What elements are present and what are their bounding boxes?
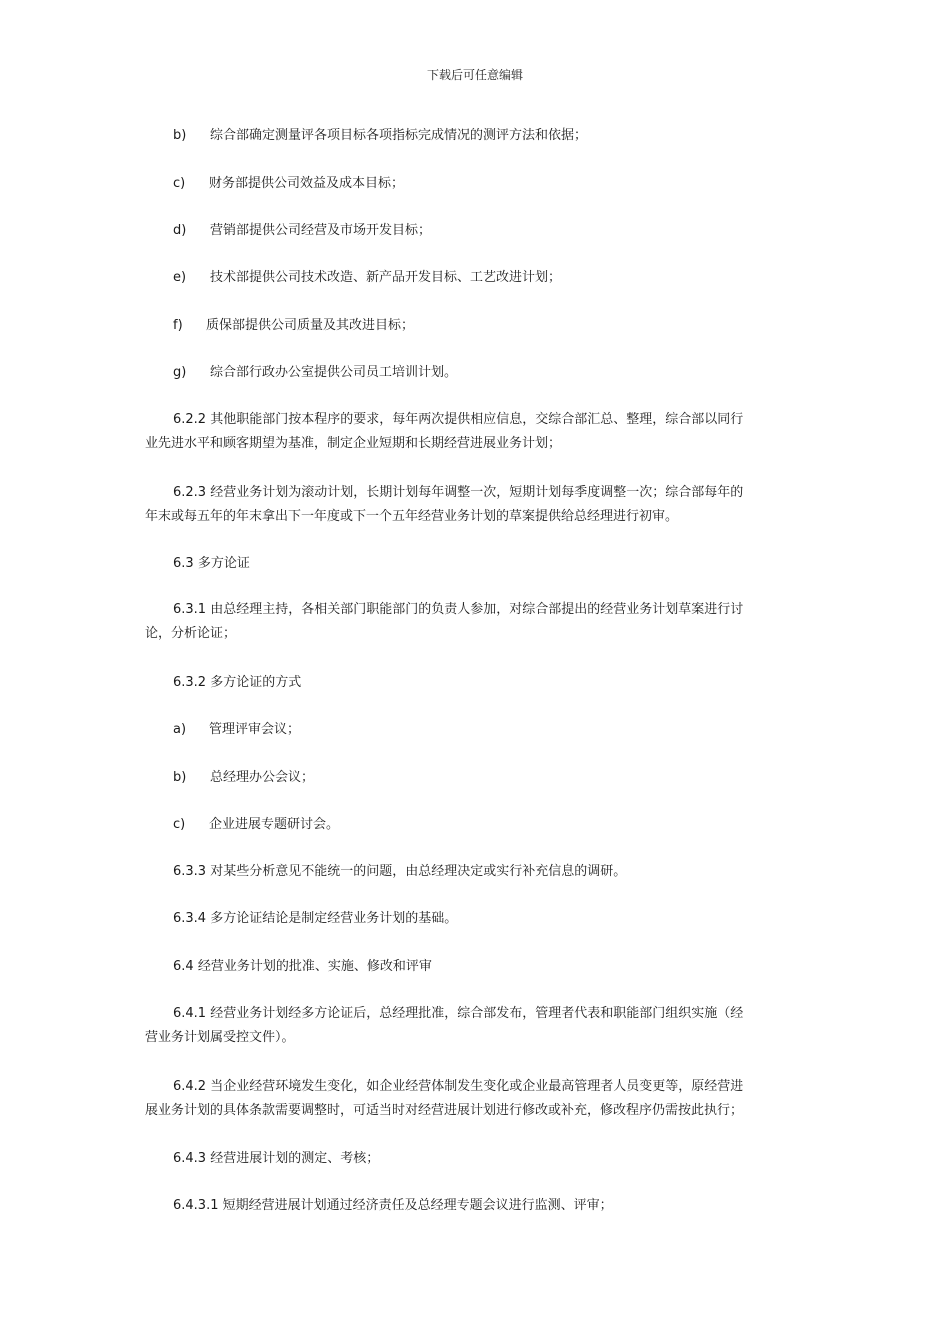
paragraph-continuation: 年末或每五年的年末拿出下一年度或下一个五年经营业务计划的草案提供给总经理进行初审。 <box>145 509 679 524</box>
list-text: 总经理办公会议； <box>210 770 315 785</box>
paragraph-6-4-2 <box>145 1075 805 1123</box>
paragraph-6-3-3 <box>173 862 626 882</box>
paragraph-continuation: 营业务计划属受控文件）。 <box>145 1030 295 1045</box>
section-number: 6.3 <box>173 556 194 571</box>
list-item <box>173 221 431 241</box>
paragraph-text: 多方论证结论是制定经营业务计划的基础。 <box>210 911 458 926</box>
list-item <box>173 268 561 288</box>
paragraph-text: 短期经营进展计划通过经济责任及总经理专题会议进行监测、评审； <box>222 1198 613 1213</box>
paragraph-6-2-2 <box>145 408 805 456</box>
paragraph-6-4-3-1 <box>173 1196 613 1216</box>
paragraph-continuation: 业先进水平和顾客期望为基准，制定企业短期和长期经营进展业务计划； <box>145 436 562 451</box>
section-number: 6.4.3.1 <box>173 1198 219 1213</box>
paragraph-text: 当企业经营环境发生变化，如企业经营体制发生变化或企业最高管理者人员变更等，原经营进 <box>210 1079 744 1094</box>
paragraph-text: 对某些分析意见不能统一的问题，由总经理决定或实行补充信息的调研。 <box>210 864 627 879</box>
list-marker: c) <box>173 176 186 191</box>
list-text: 技术部提供公司技术改造、新产品开发目标、工艺改进计划； <box>210 270 562 285</box>
page-header: 下载后可任意编辑 <box>426 68 523 82</box>
paragraph-6-3-1 <box>145 598 805 646</box>
list-marker: b) <box>173 770 187 785</box>
section-number: 6.3.4 <box>173 911 207 926</box>
list-text: 管理评审会议； <box>209 722 301 737</box>
paragraph-6-3-4 <box>173 909 457 929</box>
section-number: 6.4.3 <box>173 1151 207 1166</box>
list-marker: b) <box>173 128 187 143</box>
list-marker: c) <box>173 817 186 832</box>
section-number: 6.3.2 <box>173 675 207 690</box>
list-item <box>173 126 587 146</box>
paragraph-continuation: 展业务计划的具体条款需要调整时，可适当时对经营进展计划进行修改或补充，修改程序仍需按此执行； <box>145 1103 744 1118</box>
list-marker: e) <box>173 270 187 285</box>
section-number: 6.4.1 <box>173 1006 207 1021</box>
section-heading-6-3-2 <box>173 673 301 693</box>
section-title: 经营进展计划的测定、考核； <box>210 1151 380 1166</box>
list-text: 综合部确定测量评各项目标各项指标完成情况的测评方法和依据； <box>210 128 588 143</box>
list-text: 综合部行政办公室提供公司员工培训计划。 <box>210 365 458 380</box>
section-number: 6.3.1 <box>173 602 207 617</box>
paragraph-text: 其他职能部门按本程序的要求，每年两次提供相应信息，交综合部汇总、整理，综合部以同行 <box>210 412 744 427</box>
section-number: 6.4.2 <box>173 1079 207 1094</box>
paragraph-continuation: 论，分析论证； <box>145 626 237 641</box>
paragraph-text: 由总经理主持，各相关部门职能部门的负责人参加，对综合部提出的经营业务计划草案进行讨 <box>210 602 744 617</box>
list-marker: a) <box>173 722 187 737</box>
paragraph-6-4-1 <box>145 1002 805 1050</box>
list-marker: d) <box>173 223 187 238</box>
paragraph-6-2-3 <box>145 481 805 529</box>
list-text: 质保部提供公司质量及其改进目标； <box>206 318 415 333</box>
paragraph-text: 经营业务计划为滚动计划，长期计划每年调整一次，短期计划每季度调整一次；综合部每年的 <box>210 485 744 500</box>
section-title: 多方论证 <box>197 556 250 571</box>
list-item <box>173 174 404 194</box>
section-number: 6.3.3 <box>173 864 207 879</box>
section-number: 6.4 <box>173 959 194 974</box>
list-item <box>173 316 414 336</box>
section-number: 6.2.3 <box>173 485 207 500</box>
paragraph-text: 经营业务计划经多方论证后，总经理批准，综合部发布，管理者代表和职能部门组织实施（经 <box>210 1006 744 1021</box>
section-title: 经营业务计划的批准、实施、修改和评审 <box>197 959 432 974</box>
list-marker: g) <box>173 365 187 380</box>
section-title: 多方论证的方式 <box>210 675 302 690</box>
list-text: 企业进展专题研讨会。 <box>209 817 340 832</box>
list-marker: f) <box>173 318 183 333</box>
list-item <box>173 720 300 740</box>
list-text: 财务部提供公司效益及成本目标； <box>209 176 405 191</box>
list-text: 营销部提供公司经营及市场开发目标； <box>210 223 432 238</box>
section-heading-6-4 <box>173 957 432 977</box>
section-number: 6.2.2 <box>173 412 207 427</box>
list-item <box>173 815 339 835</box>
section-heading-6-4-3 <box>173 1149 379 1169</box>
section-heading-6-3 <box>173 554 250 574</box>
list-item <box>173 363 457 383</box>
list-item <box>173 768 314 788</box>
